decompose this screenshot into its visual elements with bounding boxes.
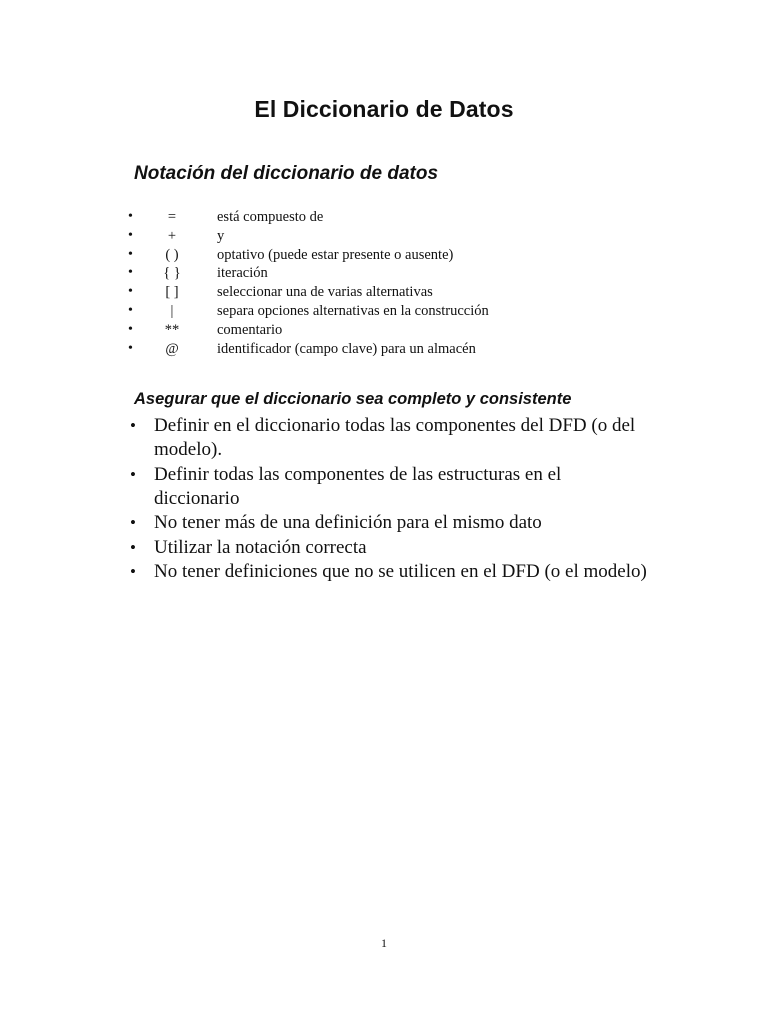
bullet-icon: • — [128, 209, 133, 224]
checklist-item — [130, 511, 650, 535]
notation-symbol: ( ) — [165, 246, 179, 263]
page-number: 1 — [381, 936, 387, 950]
notation-symbol: [ ] — [165, 284, 179, 301]
bullet-icon: • — [128, 284, 133, 300]
notation-symbol: @ — [165, 340, 179, 357]
checklist-item — [130, 463, 650, 511]
consistency-section-heading: Asegurar que el diccionario sea completo y consistente — [134, 390, 572, 408]
bullet-icon: • — [128, 227, 133, 243]
checklist-item — [130, 560, 650, 584]
page-title: El Diccionario de Datos — [254, 96, 514, 122]
notation-symbol: ** — [164, 321, 180, 338]
checklist-item-text: No tener definiciones que no se utilicen en el DFD (o el modelo) — [154, 561, 647, 582]
bullet-icon: • — [130, 416, 136, 435]
notation-meaning: iteración — [217, 265, 268, 282]
bullet-icon: • — [130, 537, 136, 557]
notation-section-heading: Notación del diccionario de datos — [134, 163, 439, 184]
bullet-icon: • — [128, 302, 133, 318]
bullet-icon: • — [128, 321, 133, 337]
notation-meaning: y — [217, 227, 225, 244]
checklist-item-text: No tener más de una definición para el mismo dato — [154, 512, 542, 533]
checklist-item-text: Definir en el diccionario todas las componentes del DFD (o del modelo). — [154, 415, 636, 460]
notation-meaning: comentario — [217, 321, 283, 338]
notation-meaning: identificador (campo clave) para un almacén — [217, 340, 476, 357]
notation-symbol: + — [167, 227, 177, 244]
notation-symbol: { } — [163, 265, 181, 282]
checklist-item-text: Utilizar la notación correcta — [154, 536, 367, 558]
checklist-item — [130, 536, 650, 560]
bullet-icon: • — [130, 464, 136, 484]
notation-symbol: = — [167, 209, 177, 225]
bullet-icon: • — [128, 246, 133, 262]
bullet-icon: • — [128, 265, 133, 281]
bullet-icon: • — [130, 562, 136, 581]
checklist-item — [130, 414, 650, 462]
notation-symbol: | — [170, 302, 174, 319]
notation-meaning: está compuesto de — [217, 209, 324, 225]
notation-meaning: separa opciones alternativas en la construcción — [217, 302, 489, 319]
bullet-icon: • — [128, 340, 133, 356]
bullet-icon: • — [130, 513, 136, 532]
checklist-item-text: Definir todas las componentes de las estructuras en el diccionario — [154, 463, 562, 509]
consistency-checklist — [130, 414, 650, 585]
notation-meaning: seleccionar una de varias alternativas — [217, 284, 433, 301]
notation-meaning: optativo (puede estar presente o ausente) — [217, 246, 454, 263]
